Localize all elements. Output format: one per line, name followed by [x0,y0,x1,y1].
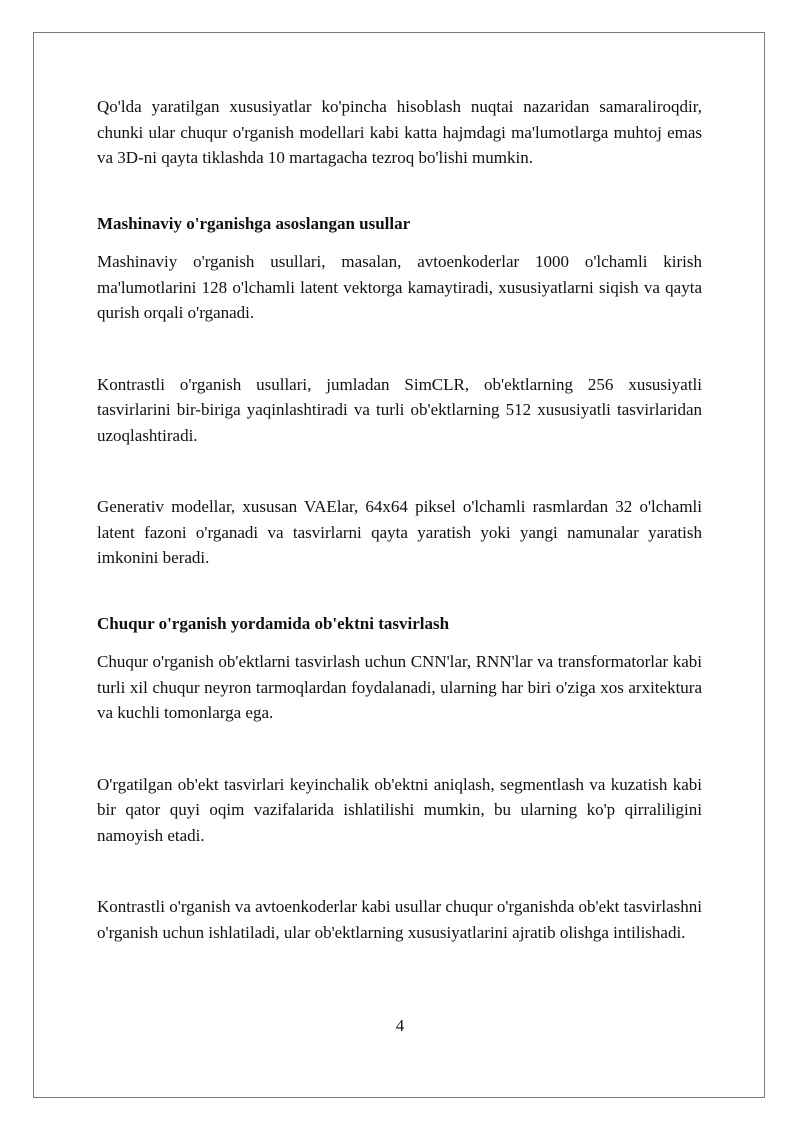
paragraph-generative-models: Generativ modellar, xususan VAElar, 64x64 piksel o'lchamli rasmlardan 32 o'lchamli latent fazoni o'rganadi va tasvirlarni qayta yaratish yoki yangi namunalar yaratish imkonini beradi. [97,497,702,567]
paragraph-autoencoders: Mashinaviy o'rganish usullari, masalan, avtoenkoderlar 1000 o'lchamli kirish ma'lumotlarini 128 o'lchamli latent vektorga kamaytiradi, xususiyatlarni siqish va qayta qurish orqali o'rganadi. [97,252,702,322]
paragraph-deep-networks: Chuqur o'rganish ob'ektlarni tasvirlash uchun CNN'lar, RNN'lar va transformatorlar kabi turli xil chuqur neyron tarmoqlardan foydalanadi, ularning har biri o'ziga xos arxitektura va kuchli tomonlarga ega. [97,652,702,722]
page-content [97,94,702,945]
section-heading-ml-methods: Mashinaviy o'rganishga asoslangan usullar [97,213,411,233]
paragraph-contrastive-learning: Kontrastli o'rganish usullari, jumladan SimCLR, ob'ektlarning 256 xususiyatli tasvirlarini bir-biriga yaqinlashtiradi va turli ob'ektlarning 512 xususiyatli tasvirlaridan uzoqlashtiradi. [97,374,702,445]
section-heading-deep-learning: Chuqur o'rganish yordamida ob'ektni tasvirlash [97,613,450,633]
paragraph-handcrafted-features: Qo'lda yaratilgan xususiyatlar ko'pincha hisoblash nuqtai nazaridan samaraliroqdir, chunki ular chuqur o'rganish modellari kabi katta hajmdagi ma'lumotlarga muhtoj emas va 3D-ni qayta tiklashda 10 martagacha tezroq bo'lishi mumkin. [97,97,702,167]
paragraph-downstream-tasks: O'rgatilgan ob'ekt tasvirlari keyinchalik ob'ektni aniqlash, segmentlash va kuzatish kabi bir qator quyi oqim vazifalarida ishlatilishi mumkin, bu ularning ko'p qirraliligini namoyish etadi. [97,774,702,845]
page-number: 4 [395,1016,405,1035]
paragraph-representation-learning: Kontrastli o'rganish va avtoenkoderlar kabi usullar chuqur o'rganishda ob'ekt tasvirlashni o'rganish uchun ishlatiladi, ular ob'ektlarning xususiyatlarini ajratib olishga intilishadi. [97,897,702,942]
